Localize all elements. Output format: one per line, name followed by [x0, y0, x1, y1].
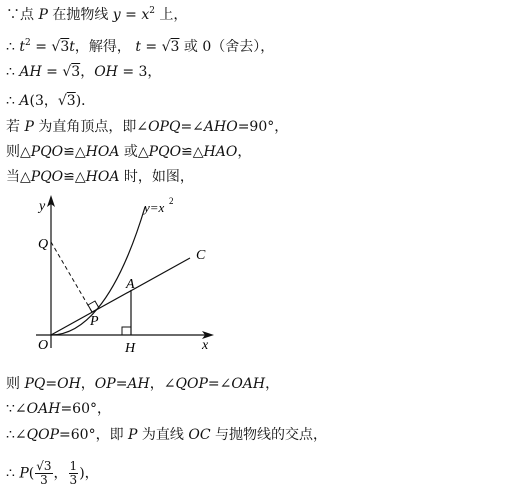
solution-line-7: 当△PQO≌△HOA 时，如图， [6, 169, 194, 185]
fraction-1-over-3: $\frac{1}{3}$ [69, 459, 78, 487]
label-p: P [90, 314, 99, 329]
label-q: Q [38, 237, 49, 252]
segment-qp [51, 242, 92, 312]
label-y: y [39, 199, 46, 214]
label-a: A [126, 277, 135, 292]
solution-line-6: 则△PQO≌△HOA 或△PQO≌△HAO， [6, 144, 252, 160]
solution-line-8: 则 PQ=OH，OP=AH，∠QOP=∠OAH， [6, 376, 280, 392]
label-c: C [196, 248, 206, 263]
solution-line-1: ∵点 P 在抛物线 $y = x^2$ 上， [6, 6, 188, 23]
solution-line-9: ∵∠OAH=60°， [6, 401, 111, 417]
curve-label: y=x [144, 200, 165, 215]
label-h: H [125, 341, 136, 352]
solution-line-10: ∴∠QOP=60°，即 P 为直线 OC 与抛物线的交点， [6, 427, 328, 443]
right-angle-h [122, 327, 131, 335]
solution-line-5: 若 P 为直角顶点，即∠OPQ=∠AHO=90°， [6, 119, 289, 135]
fraction-sqrt3-over-3: $\frac{√3}{3}$ [36, 459, 52, 487]
curve-label-exp: 2 [169, 196, 174, 206]
parabola-figure [30, 192, 230, 352]
solution-line-4: ∴ A(3，√3)． [6, 93, 96, 109]
label-o: O [38, 338, 49, 352]
line-oc [51, 258, 190, 335]
solution-line-2: ∴ $t^2 = √3t$，解得， t = √3 或 0（舍去）， [6, 38, 275, 55]
label-x: x [202, 338, 209, 352]
right-angle-p [88, 301, 99, 312]
solution-line-11: ∴ P( $\frac{√3}{3}$ ， $\frac{1}{3}$ )， [6, 459, 99, 487]
solution-line-3: ∴ AH = √3，OH = 3， [6, 64, 162, 80]
